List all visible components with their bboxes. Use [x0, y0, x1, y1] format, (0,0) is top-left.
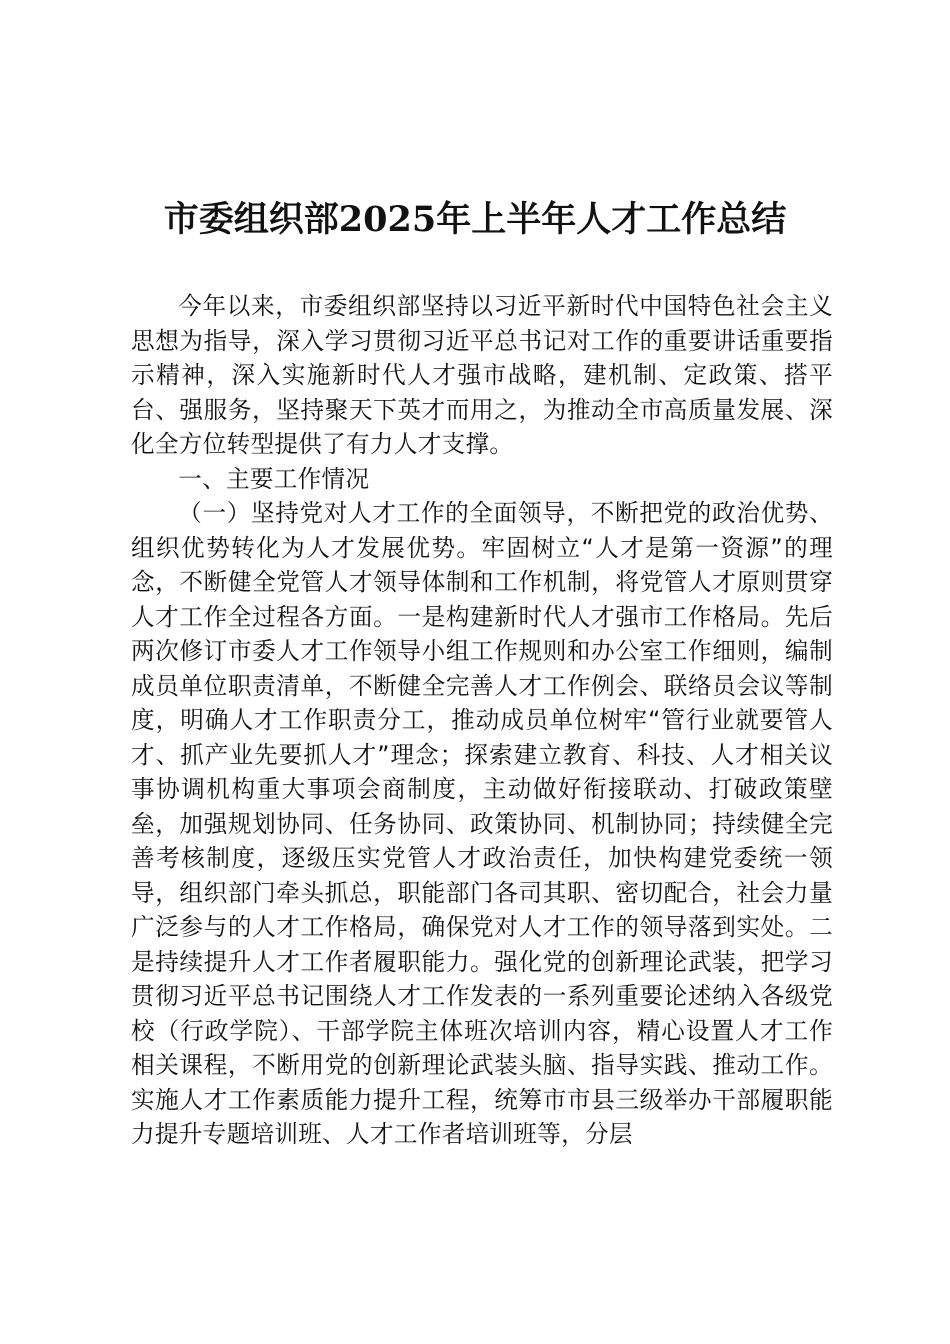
intro-paragraph: 今年以来，市委组织部坚持以习近平新时代中国特色社会主义思想为指导，深入学习贯彻习近平总书记对工作的重要讲话重要指示精神，深入实施新时代人才强市战略，建机制、定政策、搭平台、强服务，坚持聚天下英才而用之，为推动全市高质量发展、深化全方位转型提供了有力人才支撑。 [131, 292, 833, 458]
body-paragraph: （一）坚持党对人才工作的全面领导，不断把党的政治优势、组织优势转化为人才发展优势。牢固树立“人才是第一资源”的理念，不断健全党管人才领导体制和工作机制，将党管人才原则贯穿人才工作全过程各方面。一是构建新时代人才强市工作格局。先后两次修订市委人才工作领导小组工作规则和办公室工作细则，编制成员单位职责清单，不断健全完善人才工作例会、联络员会议等制度，明确人才工作职责分工，推动成员单位树牢“管行业就要管人才、抓产业先要抓人才”理念；探索建立教育、科技、人才相关议事协调机构重大事项会商制度，主动做好衔接联动、打破政策壁垒，加强规划协同、任务协同、政策协同、机制协同；持续健全完善考核制度，逐级压实党管人才政治责任，加快构建党委统一领导，组织部门牵头抓总，职能部门各司其职、密切配合，社会力量广泛参与的人才工作格局，确保党对人才工作的领导落到实处。二是持续提升人才工作者履职能力。强化党的创新理论武装，把学习贯彻习近平总书记围绕人才工作发表的一系列重要论述纳入各级党校（行政学院）、干部学院主体班次培训内容，精心设置人才工作相关课程，不断用党的创新理论武装头脑、指导实践、推动工作。实施人才工作素质能力提升工程，统筹市市县三级举办干部履职能力提升专题培训班、人才工作者培训班等，分层 [131, 499, 833, 1148]
document-title: 市委组织部2025年上半年人才工作总结 [163, 199, 787, 240]
document-body [131, 289, 833, 1152]
section-heading: 一、主要工作情况 [178, 464, 370, 493]
